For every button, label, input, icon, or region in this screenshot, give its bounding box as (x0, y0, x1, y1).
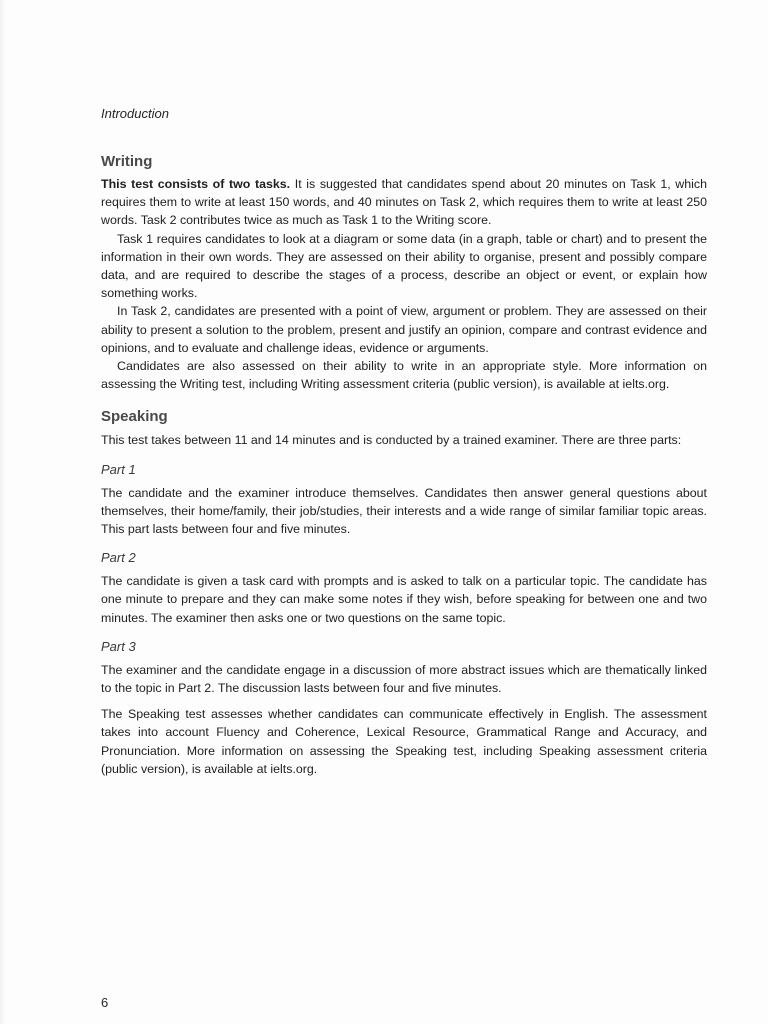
page-edge-shadow (0, 0, 6, 1024)
page-number: 6 (101, 995, 109, 1010)
part-1-title: Part 1 (101, 461, 136, 477)
writing-paragraph-1 (101, 175, 707, 230)
part-3-text: The examiner and the candidate engage in a discussion of more abstract issues which are thematically linked to the topic in Part 2. The discussion lasts between four and five minutes. (101, 662, 707, 696)
writing-heading: Writing (101, 153, 153, 170)
writing-paragraph-1-rest: It is suggested that candidates spend about 20 minutes on Task 1, which requires them to write at least 150 words, and 40 minutes on Task 2, which requires them to write at least 250 words. Task 2 contributes twice as much as Task 1 to the Writing score. (101, 177, 707, 228)
speaking-closing-paragraph: The Speaking test assesses whether candidates can communicate effectively in English. The assessment takes into account Fluency and Coherence, Lexical Resource, Grammatical Range and Accuracy, and Pronunciation. More information on assessing the Speaking test, including Speaking assessment criteria (public version), is available at ielts.org. (101, 707, 707, 776)
speaking-intro: This test takes between 11 and 14 minutes and is conducted by a trained examiner. There are three parts: (101, 433, 682, 448)
writing-paragraph-2: Task 1 requires candidates to look at a diagram or some data (in a graph, table or chart) and to present the information in their own words. They are assessed on their ability to organise, present and possibly compare data, and are required to describe the stages of a process, describe an object or event, or explain how something works. (101, 231, 707, 301)
writing-paragraph-1-lead: This test consists of two tasks. (101, 177, 291, 191)
part-2-text: The candidate is given a task card with prompts and is asked to talk on a particular topic. The candidate has one minute to prepare and they can make some notes if they wish, before speaking for between one and two minutes. The examiner then asks one or two questions on the same topic. (101, 574, 707, 625)
writing-paragraph-4: Candidates are also assessed on their ability to write in an appropriate style. More information on assessing the Writing test, including Writing assessment criteria (public version), is available at ielts.org. (101, 359, 707, 392)
writing-paragraph-3: In Task 2, candidates are presented with a point of view, argument or problem. They are assessed on their ability to present a solution to the problem, present and justify an opinion, compare and contrast evidence and opinions, and to evaluate and challenge ideas, evidence or arguments. (101, 304, 707, 355)
part-1-text: The candidate and the examiner introduce themselves. Candidates then answer general questions about themselves, their home/family, their job/studies, their interests and a wide range of similar familiar topic areas. This part lasts between four and five minutes. (101, 485, 707, 537)
page-content (101, 103, 707, 778)
speaking-heading: Speaking (101, 408, 168, 426)
part-2-title: Part 2 (101, 550, 136, 566)
part-3-title: Part 3 (101, 638, 136, 654)
section-tag: Introduction (101, 106, 169, 121)
